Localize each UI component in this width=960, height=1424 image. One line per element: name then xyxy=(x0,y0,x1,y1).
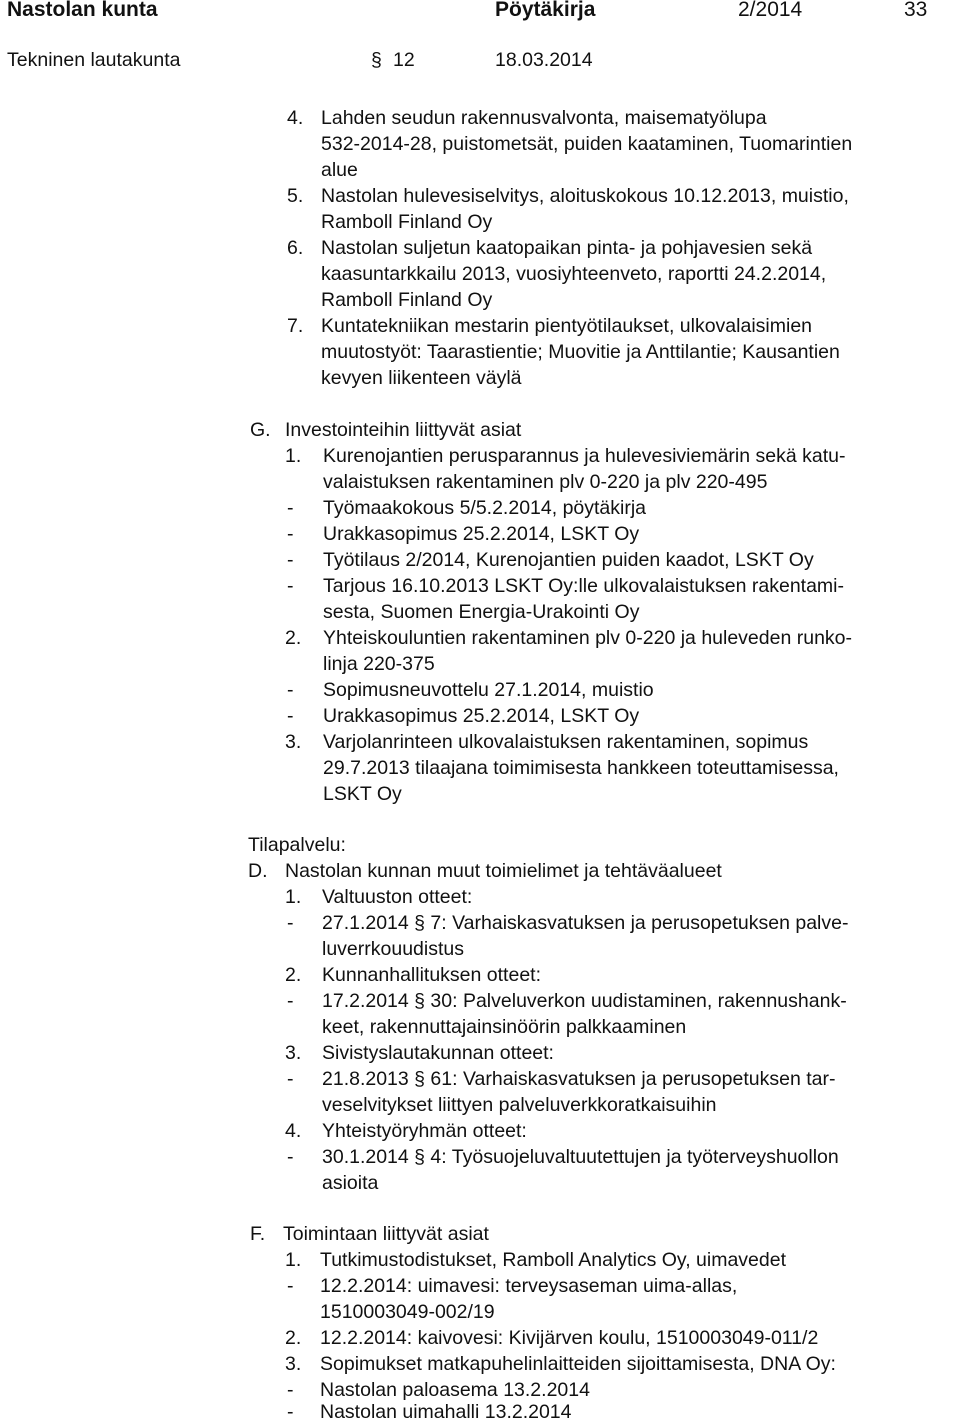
list-item-number: 4. xyxy=(285,1120,302,1142)
list-item-text: 532-2014-28, puistometsät, puiden kaataminen, Tuomarintien xyxy=(321,133,853,155)
list-item-text: Varjolanrinteen ulkovalaistuksen rakentaminen, sopimus xyxy=(323,731,809,753)
list-item-text: Lahden seudun rakennusvalvonta, maisematyölupa xyxy=(321,107,767,129)
section-title: Nastolan kunnan muut toimielimet ja tehtäväalueet xyxy=(285,860,722,882)
section-letter: D. xyxy=(248,860,268,882)
list-item-text: asioita xyxy=(322,1172,379,1194)
list-item-number: - xyxy=(287,549,294,571)
list-item-number: - xyxy=(287,523,294,545)
list-item-text: Kuntatekniikan mestarin pientyötilaukset, ulkovalaisimien xyxy=(321,315,813,337)
list-item-number: 3. xyxy=(285,1353,302,1375)
list-item-text: Tarjous 16.10.2013 LSKT Oy:lle ulkovalaistuksen rakentami- xyxy=(323,575,844,597)
list-item-number: 3. xyxy=(285,731,302,753)
list-item-text: Nastolan paloasema 13.2.2014 xyxy=(320,1379,590,1401)
list-item-text: 17.2.2014 § 30: Palveluverkon uudistaminen, rakennushank- xyxy=(322,990,847,1012)
list-item-text: 12.2.2014: uimavesi: terveysaseman uima-allas, xyxy=(320,1275,738,1297)
section-title: Toimintaan liittyvät asiat xyxy=(283,1223,489,1245)
list-item-text: Sivistyslautakunnan otteet: xyxy=(322,1042,554,1064)
list-item-number: 1. xyxy=(285,445,302,467)
list-item-text: keet, rakennuttajainsinöörin palkkaaminen xyxy=(322,1016,687,1038)
section-title: Investointeihin liittyvät asiat xyxy=(285,419,522,441)
list-item-text: Kunnanhallituksen otteet: xyxy=(322,964,541,986)
header-paragraph-number: 12 xyxy=(393,49,415,71)
list-item-text: luverrkouudistus xyxy=(322,938,464,960)
list-item-text: 30.1.2014 § 4: Työsuojeluvaltuutettujen ja työterveyshuollon xyxy=(322,1146,839,1168)
list-item-text: 21.8.2013 § 61: Varhaiskasvatuksen ja perusopetuksen tar- xyxy=(322,1068,836,1090)
list-item-number: - xyxy=(287,1275,294,1297)
list-item-text: Ramboll Finland Oy xyxy=(321,289,493,311)
header-doctype: Pöytäkirja xyxy=(495,0,596,21)
list-item-text: sesta, Suomen Energia-Urakointi Oy xyxy=(323,601,640,623)
header-org: Nastolan kunta xyxy=(7,0,158,21)
list-item-text: valaistuksen rakentaminen plv 0-220 ja plv 220-495 xyxy=(323,471,768,493)
list-item-number: - xyxy=(287,1379,294,1401)
list-item-text: Urakkasopimus 25.2.2014, LSKT Oy xyxy=(323,523,640,545)
list-item-text: Työmaakokous 5/5.2.2014, pöytäkirja xyxy=(323,497,647,519)
list-item-text: Sopimusneuvottelu 27.1.2014, muistio xyxy=(323,679,654,701)
list-item-text: Nastolan hulevesiselvitys, aloituskokous 10.12.2013, muistio, xyxy=(321,185,849,207)
list-item-text: alue xyxy=(321,159,358,181)
list-item-number: 7. xyxy=(287,315,304,337)
list-item-number: 3. xyxy=(285,1042,302,1064)
list-item-number: 2. xyxy=(285,964,302,986)
list-item-number: - xyxy=(287,1401,294,1423)
list-item-text: muutostyöt: Taarastientie; Muovitie ja Anttilantie; Kausantien xyxy=(321,341,840,363)
header-board: Tekninen lautakunta xyxy=(7,49,181,71)
list-item-text: 1510003049-002/19 xyxy=(320,1301,495,1323)
list-item-text: Yhteiskouluntien rakentaminen plv 0-220 ja huleveden runko- xyxy=(323,627,853,649)
list-item-text: Valtuuston otteet: xyxy=(322,886,473,908)
list-item-text: 12.2.2014: kaivovesi: Kivijärven koulu, 1510003049-011/2 xyxy=(320,1327,819,1349)
list-item-text: Yhteistyöryhmän otteet: xyxy=(322,1120,527,1142)
list-item-text: Sopimukset matkapuhelinlaitteiden sijoittamisesta, DNA Oy: xyxy=(320,1353,836,1375)
tilapalvelu-label: Tilapalvelu: xyxy=(248,834,346,856)
list-item-text: Nastolan uimahalli 13.2.2014 xyxy=(320,1401,572,1423)
list-item-text: LSKT Oy xyxy=(323,783,402,805)
list-item-number: 4. xyxy=(287,107,304,129)
list-item-number: 1. xyxy=(285,1249,302,1271)
section-letter: F. xyxy=(250,1223,266,1245)
list-item-number: 2. xyxy=(285,1327,302,1349)
list-item-text: kaasuntarkkailu 2013, vuosiyhteenveto, raportti 24.2.2014, xyxy=(321,263,827,285)
list-item-number: - xyxy=(287,705,294,727)
list-item-text: Työtilaus 2/2014, Kurenojantien puiden kaadot, LSKT Oy xyxy=(323,549,814,571)
header-page-number: 33 xyxy=(904,0,928,21)
list-item-number: - xyxy=(287,1068,294,1090)
list-item-number: - xyxy=(287,990,294,1012)
list-item-number: 5. xyxy=(287,185,304,207)
header-paragraph-sign: § xyxy=(371,49,382,71)
list-item-number: 6. xyxy=(287,237,304,259)
list-item-text: linja 220-375 xyxy=(323,653,435,675)
list-item-text: 27.1.2014 § 7: Varhaiskasvatuksen ja perusopetuksen palve- xyxy=(322,912,849,934)
list-item-number: 1. xyxy=(285,886,302,908)
list-item-number: 2. xyxy=(285,627,302,649)
list-item-number: - xyxy=(287,497,294,519)
list-item-number: - xyxy=(287,912,294,934)
list-item-text: Nastolan suljetun kaatopaikan pinta- ja pohjavesien sekä xyxy=(321,237,813,259)
list-item-text: kevyen liikenteen väylä xyxy=(321,367,522,389)
list-item-number: - xyxy=(287,575,294,597)
list-item-text: Urakkasopimus 25.2.2014, LSKT Oy xyxy=(323,705,640,727)
header-date: 18.03.2014 xyxy=(495,49,593,71)
list-item-text: 29.7.2013 tilaajana toimimisesta hankkeen toteuttamisessa, xyxy=(323,757,839,779)
section-letter: G. xyxy=(250,419,271,441)
list-item-number: - xyxy=(287,679,294,701)
list-item-number: - xyxy=(287,1146,294,1168)
list-item-text: Kurenojantien perusparannus ja hulevesiviemärin sekä katu- xyxy=(323,445,846,467)
list-item-text: Tutkimustodistukset, Ramboll Analytics Oy, uimavedet xyxy=(320,1249,787,1271)
list-item-text: Ramboll Finland Oy xyxy=(321,211,493,233)
list-item-text: veselvitykset liittyen palveluverkkoratkaisuihin xyxy=(322,1094,717,1116)
header-doc-number: 2/2014 xyxy=(738,0,803,21)
